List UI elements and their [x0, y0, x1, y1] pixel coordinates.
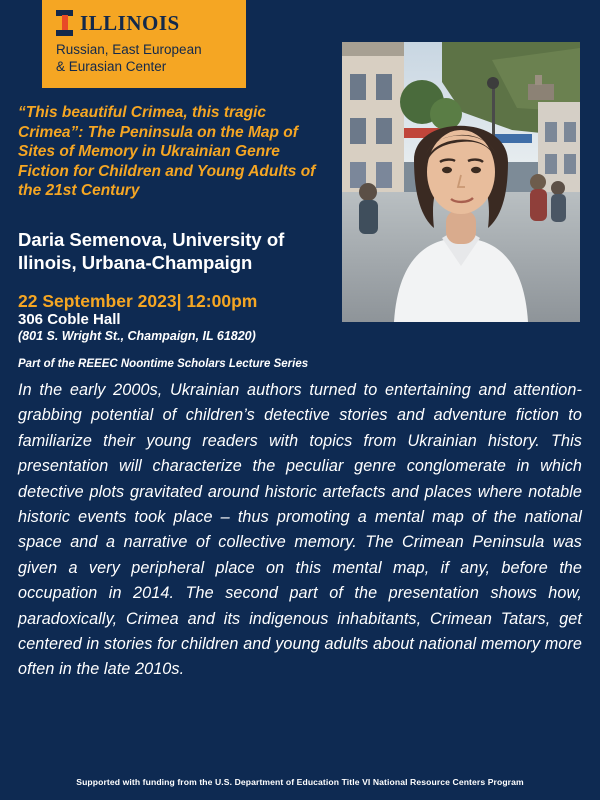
event-address: (801 S. Wright St., Champaign, IL 61820)	[18, 329, 256, 343]
center-name-line2: & Eurasian Center	[56, 59, 167, 74]
funding-note: Supported with funding from the U.S. Department of Education Title VI National Resource Centers Program	[76, 777, 524, 787]
illinois-block-i-icon	[56, 10, 73, 36]
institution-name: ILLINOIS	[80, 10, 180, 35]
logo-top-row	[56, 10, 234, 36]
event-abstract: In the early 2000s, Ukrainian authors turned to entertaining and attention-grabbing potential of children’s detective stories and adventure fiction to familiarize their young readers with topics from Ukrainian history. This presentation will characterize the peculiar genre conglomerate in which detective plots gravitated around historic artefacts and places where notable historic events took place – thus promoting a mental map of the national space and a narrative of collective memory. The Crimean Peninsula was given a very peripheral place on this mental map, if any, before the occupation in 2014. The second part of the presentation shows how, paradoxically, Crimea and its indigenous inhabitants, Crimean Tatars, get centered in stories for children and young adults about national memory more often in the late 2010s.	[18, 381, 582, 679]
center-name-line1: Russian, East European	[56, 42, 202, 57]
speaker-name: Daria Semenova, University of Ilinois, Urbana-Champaign	[18, 229, 285, 273]
speaker-photo	[342, 42, 580, 322]
illinois-logo-block	[42, 0, 246, 88]
speaker-photo-image	[342, 42, 580, 322]
event-venue: 306 Coble Hall	[18, 311, 121, 328]
lecture-series-note: Part of the REEEC Noontime Scholars Lecture Series	[18, 358, 309, 370]
event-datetime: 22 September 2023| 12:00pm	[18, 291, 258, 311]
event-title: “This beautiful Crimea, this tragic Crimea”: The Peninsula on the Map of Sites of Memory in Ukrainian Genre Fiction for Children and Young Adults of the 21st Century	[18, 104, 316, 199]
